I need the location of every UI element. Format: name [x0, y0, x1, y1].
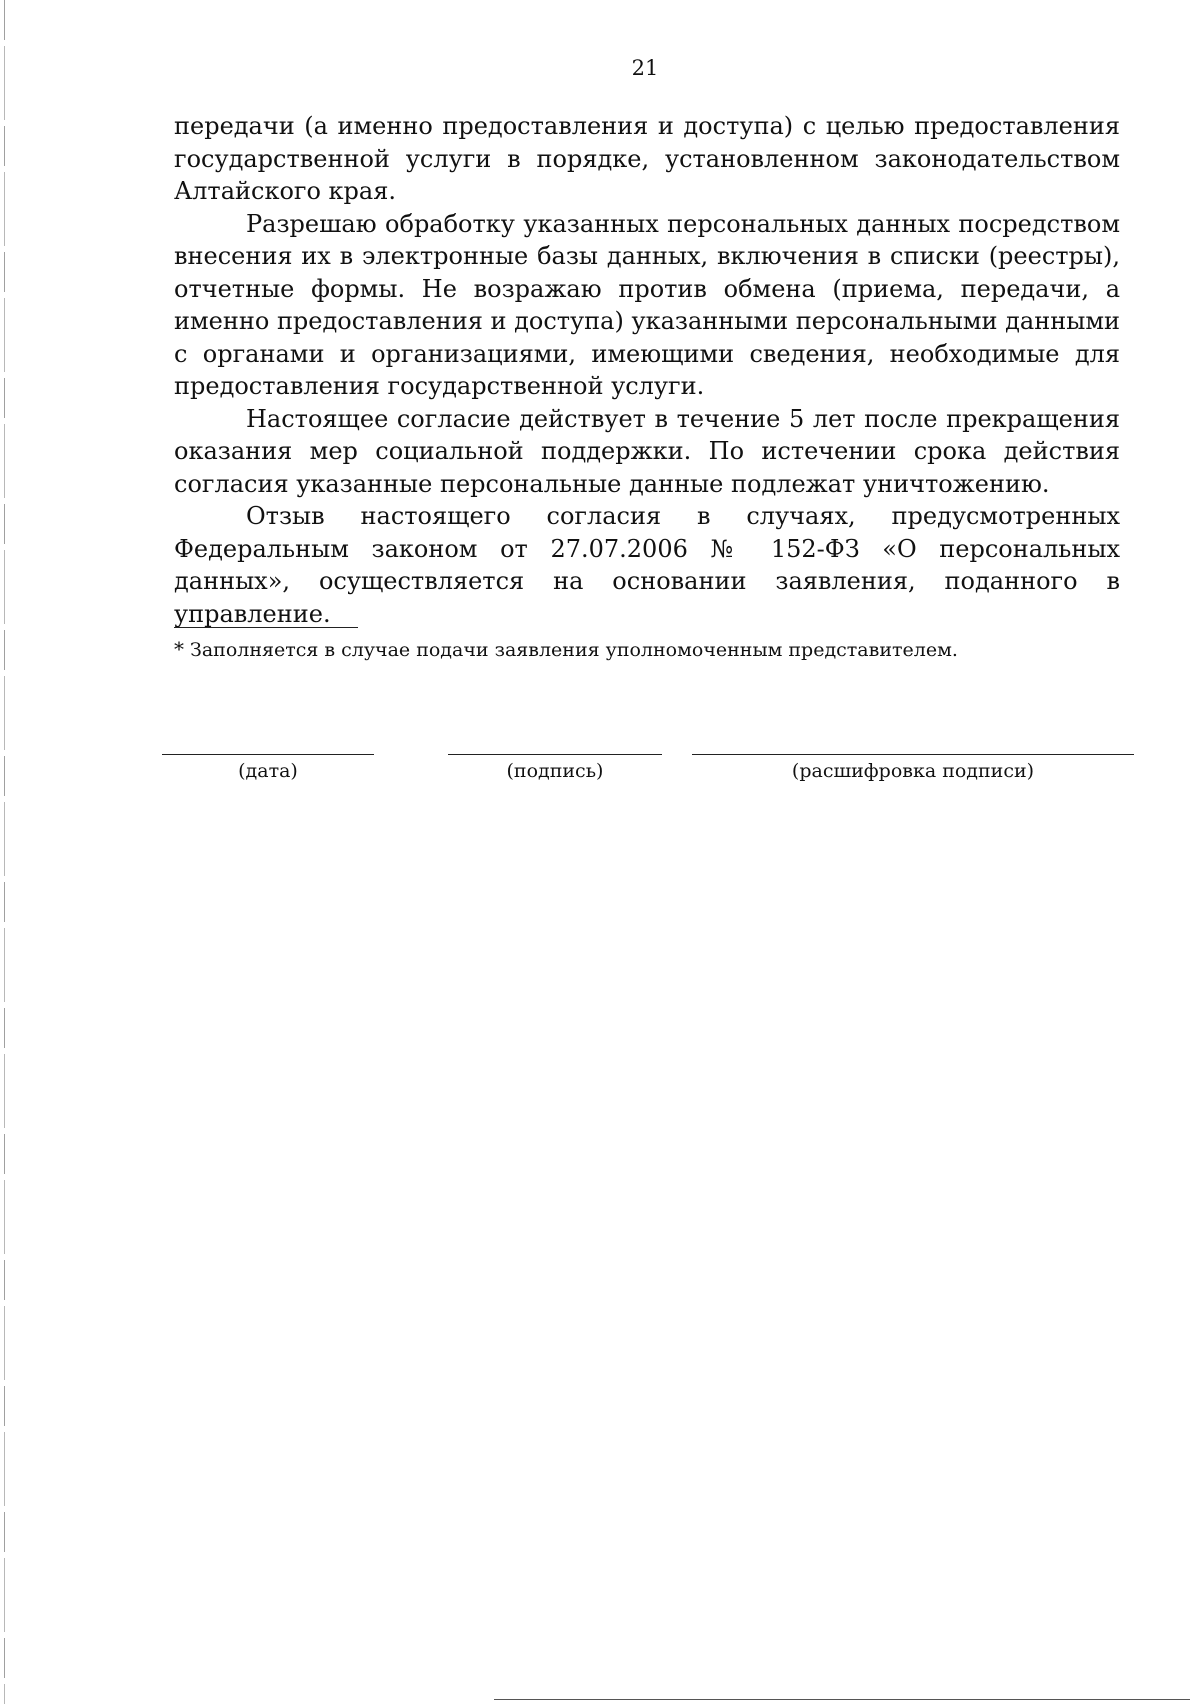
paragraph-continuation: передачи (а именно предоставления и доступа) с целью предоставления государственной услуги в порядке, установленном законодательством Алтайского края.	[174, 112, 1120, 205]
paragraph-validity-period: Настоящее согласие действует в течение 5 лет после прекращения оказания мер социальной поддержки. По истечении срока действия согласия указанные персональные данные подлежат уничтожению.	[174, 404, 1120, 498]
footnote-marker: *	[174, 637, 184, 661]
signature-transcript-caption: (расшифровка подписи)	[791, 760, 1035, 782]
page-number: 21	[631, 56, 659, 80]
signature-line	[448, 754, 662, 755]
date-line	[162, 754, 374, 755]
footnote-separator	[174, 627, 358, 628]
date-caption: (дата)	[238, 760, 298, 782]
paragraph-processing-consent: Разрешаю обработку указанных персональных данных посредством внесения их в электронные базы данных, включения в списки (реестры), отчетные формы. Не возражаю против обмена (приема, передачи, а именно предоставления и доступа) указанными персональными данными с органами и организациями, имеющими сведения, необходимые для предоставления государственной услуги.	[174, 209, 1120, 400]
signature-transcript-line	[692, 754, 1134, 755]
signature-caption: (подпись)	[506, 760, 604, 782]
scan-edge-mark	[4, 0, 5, 1704]
paragraph-revocation: Отзыв настоящего согласия в случаях, предусмотренных Федеральным законом от 27.07.2006 № 152-ФЗ «О персональных данных», осуществляется на основании заявления, поданного в управление.	[174, 502, 1120, 628]
bottom-scan-line	[494, 1699, 1190, 1700]
footnote	[174, 637, 958, 662]
consent-body	[174, 110, 1120, 630]
footnote-text: Заполняется в случае подачи заявления уполномоченным представителем.	[190, 639, 958, 661]
